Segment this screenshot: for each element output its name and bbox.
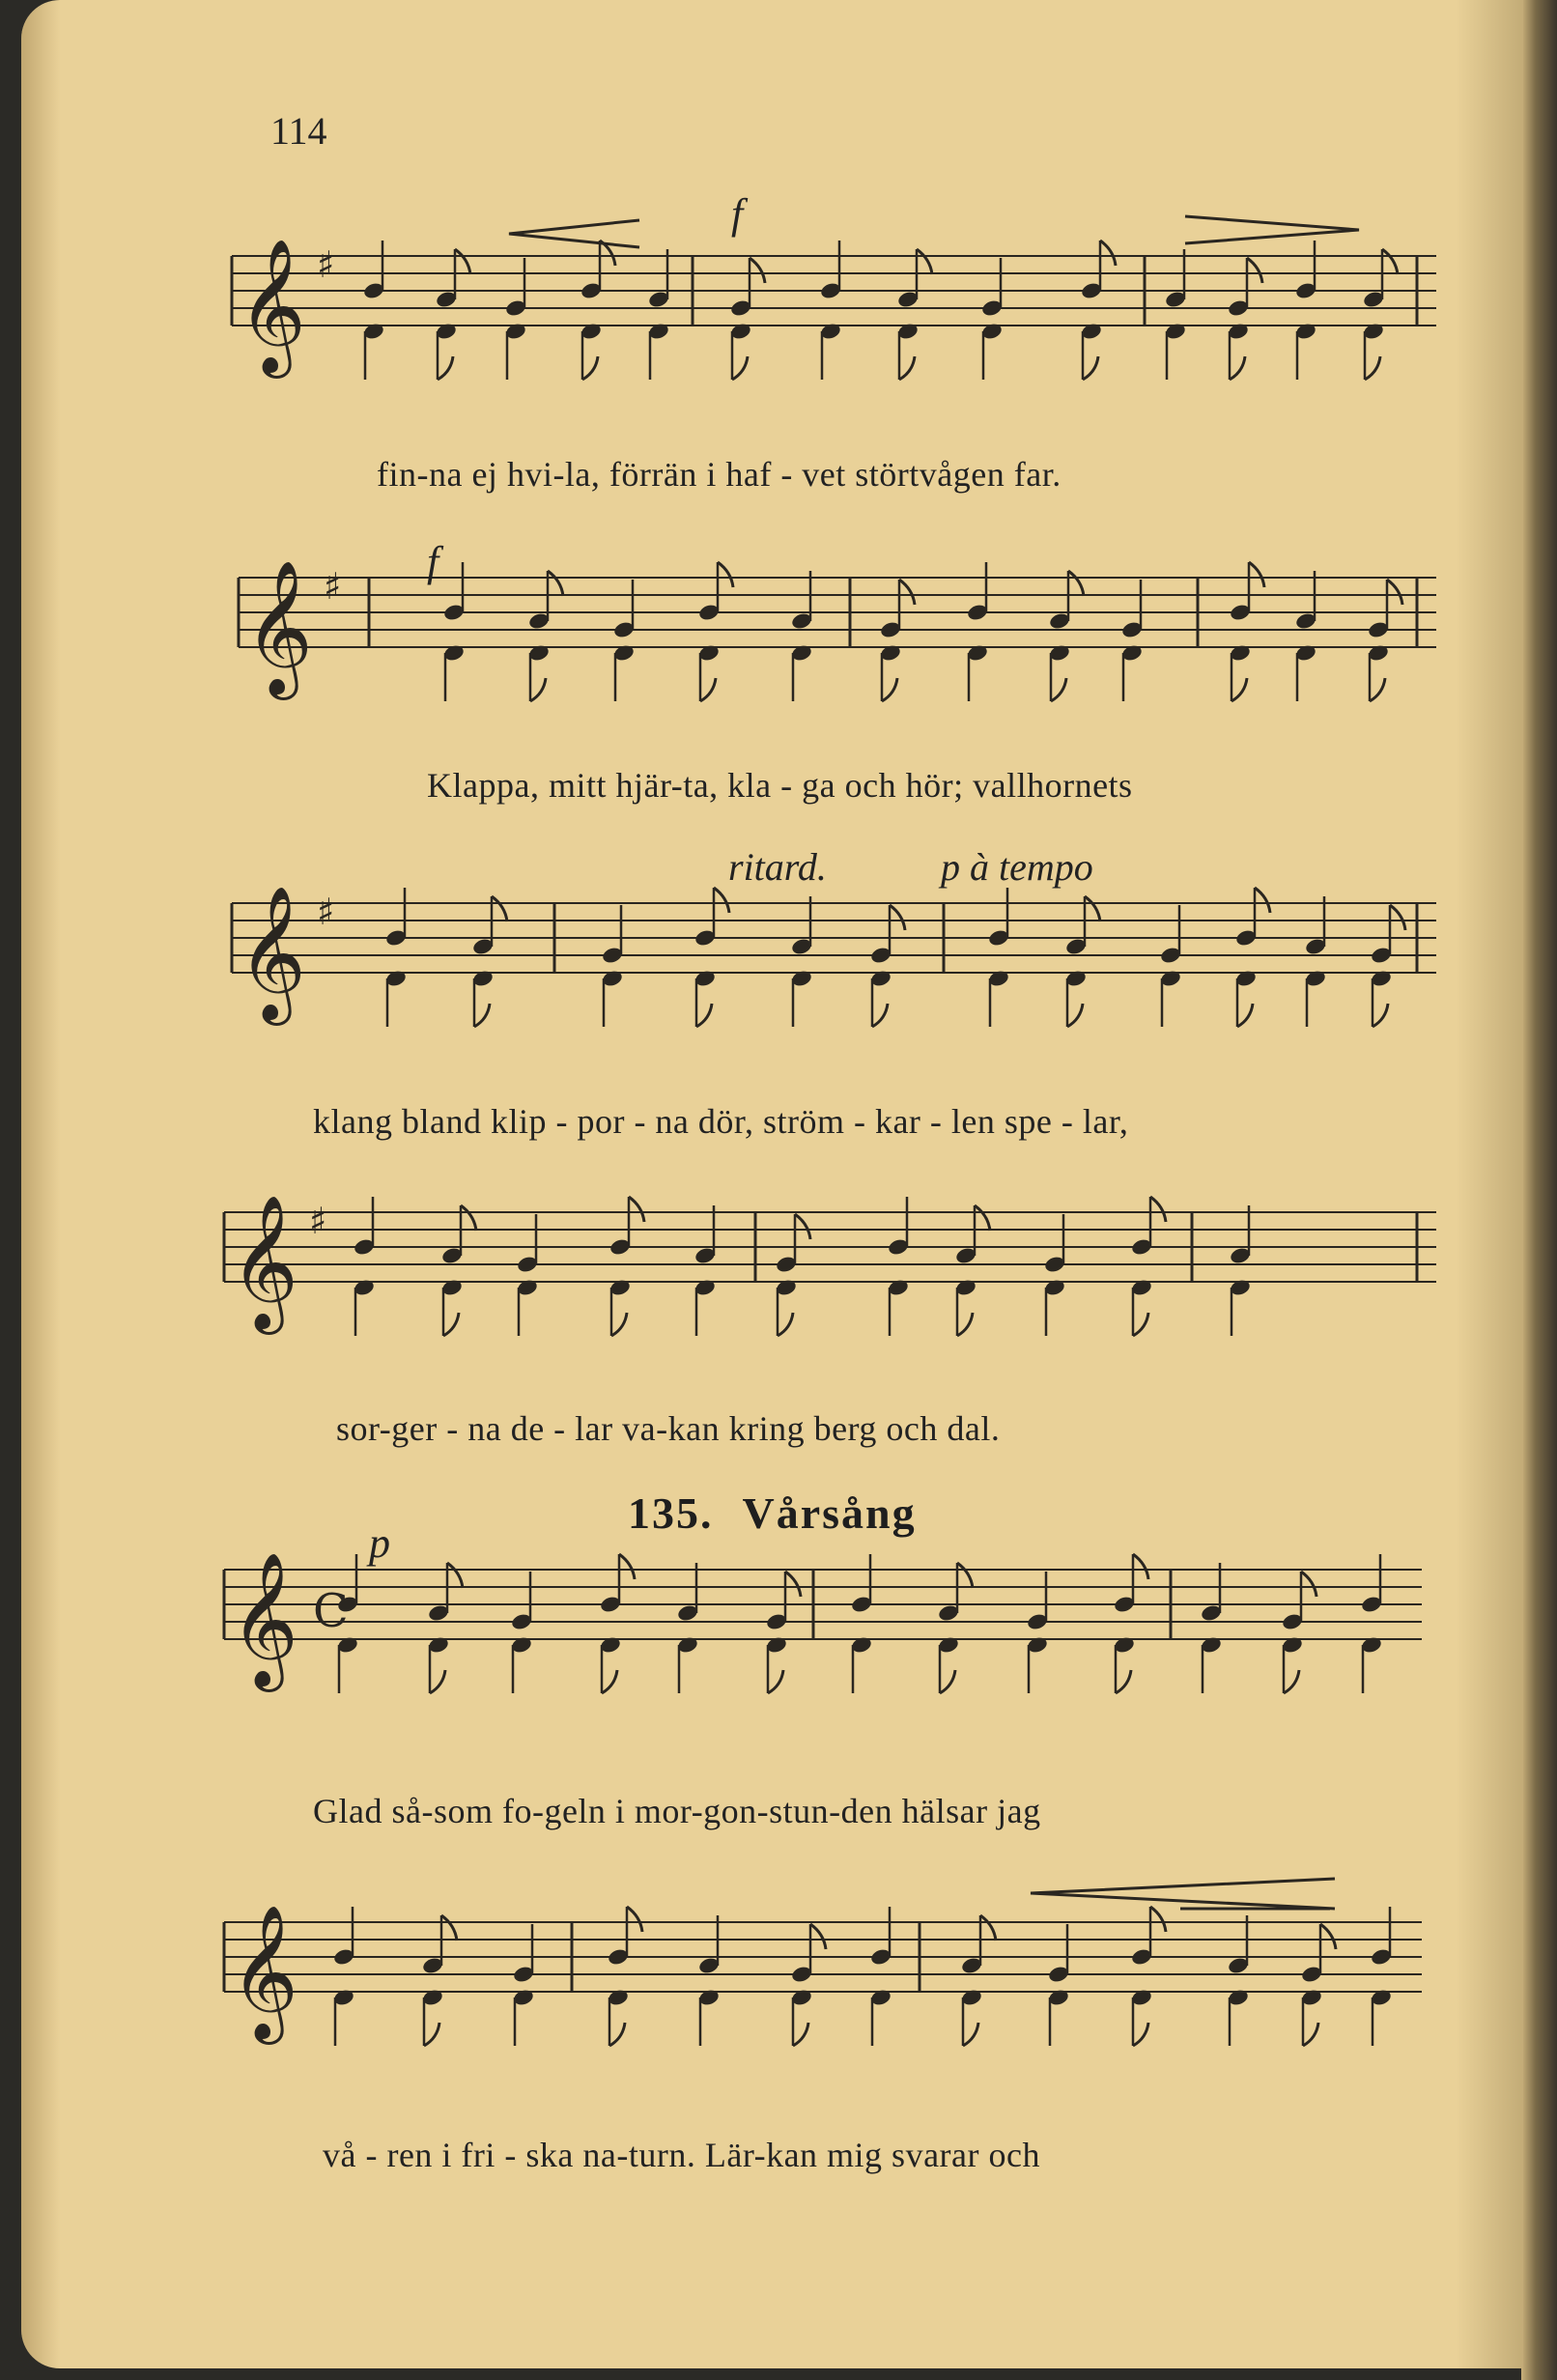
note-flag — [602, 1670, 617, 1693]
note-flag — [696, 1004, 712, 1027]
note-flag — [443, 1313, 459, 1336]
note-flag — [1068, 571, 1084, 596]
lyric-line: fin-na ej hvi-la, förrän i haf - vet störtvågen far. — [377, 455, 1062, 494]
treble-clef-icon: 𝄞 — [230, 1552, 298, 1686]
note-flag — [1382, 249, 1398, 274]
note-flag — [492, 896, 507, 921]
dynamic-forte: f — [731, 190, 744, 238]
song-name: Vårsång — [742, 1488, 917, 1538]
lyric-line: Glad så-som fo-geln i mor-gon-stun-den hälsar jag — [313, 1792, 1041, 1830]
page-edge — [1521, 0, 1557, 2380]
note-flag — [917, 249, 932, 274]
note-flag — [548, 571, 563, 596]
crescendo-hairpin — [1031, 1879, 1335, 1909]
treble-clef-icon: 𝄞 — [230, 1195, 298, 1329]
note-flag — [778, 1313, 793, 1336]
key-sharp-icon: ♯ — [309, 1200, 327, 1242]
note-flag — [1085, 896, 1100, 921]
note-flag — [609, 2023, 625, 2046]
note-flag — [1230, 356, 1245, 380]
note-flag — [619, 1554, 635, 1579]
note-flag — [795, 1214, 810, 1239]
tempo-ritard: ritard. — [728, 845, 827, 889]
note-flag — [882, 678, 897, 701]
note-flag — [438, 356, 453, 380]
book-page — [21, 0, 1523, 2368]
note-flag — [1100, 241, 1116, 266]
note-flag — [1320, 1924, 1336, 1949]
decrescendo-hairpin — [1185, 216, 1359, 243]
treble-clef-icon: 𝄞 — [244, 560, 313, 694]
note-flag — [1370, 678, 1385, 701]
note-flag — [718, 562, 733, 587]
note-flag — [627, 1907, 642, 1932]
note-flag — [1116, 1670, 1131, 1693]
song-title — [628, 1488, 917, 1539]
note-flag — [461, 1205, 476, 1231]
note-flag — [1067, 1004, 1083, 1027]
note-flag — [455, 249, 470, 274]
note-flag — [424, 2023, 439, 2046]
note-flag — [1237, 1004, 1253, 1027]
note-flag — [430, 1670, 445, 1693]
note-flag — [1231, 678, 1247, 701]
note-flag — [1150, 1197, 1166, 1222]
note-flag — [872, 1004, 888, 1027]
lyric-line: vå - ren i fri - ska na-turn. Lär-kan mig svarar och — [323, 2136, 1040, 2174]
note-flag — [582, 356, 598, 380]
note-flag — [1365, 356, 1380, 380]
note-flag — [980, 1915, 996, 1941]
note-flag — [447, 1563, 463, 1588]
note-flag — [611, 1313, 627, 1336]
note-flag — [1133, 1554, 1148, 1579]
note-flag — [1301, 1572, 1316, 1597]
treble-clef-icon: 𝄞 — [238, 239, 306, 373]
note-flag — [1150, 1907, 1166, 1932]
note-flag — [530, 678, 546, 701]
note-flag — [793, 2023, 808, 2046]
note-flag — [975, 1205, 990, 1231]
note-flag — [1051, 678, 1066, 701]
note-flag — [750, 258, 765, 283]
note-flag — [1255, 888, 1270, 913]
lyric-line: klang bland klip - por - na dör, ström - kar - len spe - lar, — [313, 1102, 1129, 1141]
note-flag — [700, 678, 716, 701]
key-sharp-icon: ♯ — [317, 243, 335, 286]
note-flag — [1390, 905, 1405, 930]
note-flag — [957, 1563, 973, 1588]
note-flag — [963, 2023, 978, 2046]
dynamic-piano: p — [369, 1519, 390, 1567]
note-flag — [810, 1924, 826, 1949]
note-flag — [899, 580, 915, 605]
treble-clef-icon: 𝄞 — [238, 886, 306, 1020]
note-flag — [1303, 2023, 1318, 2046]
note-flag — [1387, 580, 1402, 605]
music-notation — [21, 0, 1523, 2368]
note-flag — [441, 1915, 457, 1941]
note-flag — [1284, 1670, 1299, 1693]
note-flag — [629, 1197, 644, 1222]
note-flag — [1373, 1004, 1388, 1027]
song-number: 135. — [628, 1488, 714, 1538]
note-flag — [899, 356, 915, 380]
note-flag — [940, 1670, 955, 1693]
note-flag — [1133, 1313, 1148, 1336]
note-flag — [890, 905, 905, 930]
note-flag — [1133, 2023, 1148, 2046]
note-flag — [768, 1670, 783, 1693]
lyric-line: Klappa, mitt hjär-ta, kla - ga och hör; vallhornets — [427, 766, 1133, 805]
note-flag — [1249, 562, 1264, 587]
lyric-line: sor-ger - na de - lar va-kan kring berg och dal. — [336, 1409, 1001, 1448]
tempo-a-tempo: p à tempo — [941, 845, 1093, 889]
crescendo-hairpin — [509, 220, 639, 247]
key-sharp-icon: ♯ — [317, 891, 335, 933]
note-flag — [1083, 356, 1098, 380]
note-flag — [714, 888, 729, 913]
treble-clef-icon: 𝄞 — [230, 1905, 298, 2039]
page-number: 114 — [270, 109, 327, 153]
note-flag — [785, 1572, 801, 1597]
note-flag — [732, 356, 748, 380]
note-flag — [474, 1004, 490, 1027]
dynamic-forte: f — [427, 538, 439, 585]
key-sharp-icon: ♯ — [324, 565, 342, 608]
common-time-icon: C — [313, 1584, 349, 1638]
note-flag — [957, 1313, 973, 1336]
note-flag — [1247, 258, 1262, 283]
